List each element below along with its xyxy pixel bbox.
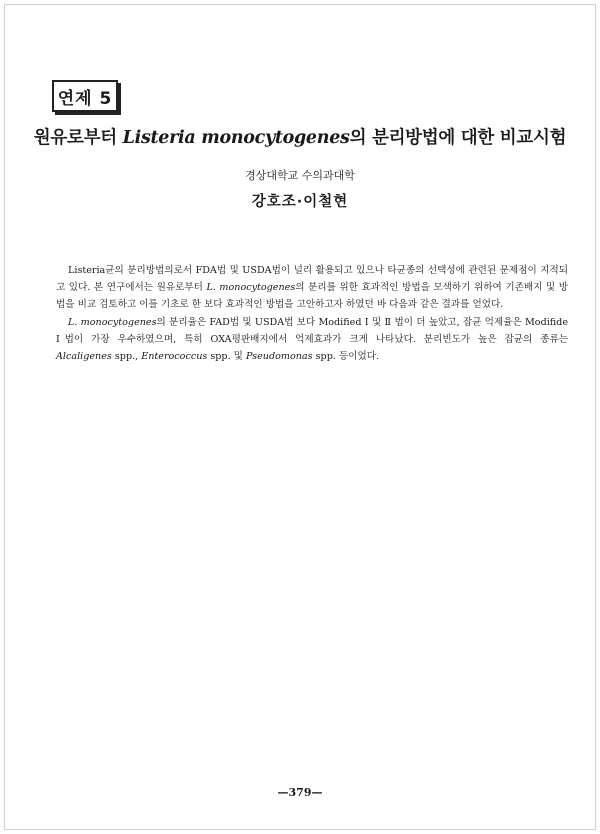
title-prefix: 원유로부터	[33, 128, 123, 148]
title-suffix: 의 분리방법에 대한 비교시험	[349, 128, 567, 148]
abstract	[56, 262, 568, 365]
abstract-text: spp. 등이었다.	[312, 351, 380, 363]
title-species: Listeria monocytogenes	[122, 128, 350, 148]
page-number: —379—	[277, 786, 323, 799]
abstract-paragraph-1	[56, 262, 568, 314]
abstract-genus: Enterococcus	[141, 351, 208, 363]
abstract-text: 의 분리를 위한 효과적인 방법을 모색하기 위하여 기존배지 및 방법을 비교 검토하고 이를 기초로 한 보다 효과적인 방법을 고안하고자 하였던 바 다음과 같은 결과를 얻었다.	[56, 282, 568, 311]
abstract-species: L. monocytogenes	[68, 316, 157, 328]
abstract-species: L. monocytogenes	[206, 282, 296, 294]
abstract-text: Listeria균의 분리방법의로서 FDA법 및 USDA법이 널리 활용되고 있으나 타균종의 선택성에 관련된 문제점이 지적되고 있다. 본 연구에서는 원유로부터	[56, 265, 568, 294]
abstract-text: spp. 및	[207, 351, 246, 363]
paper-title	[0, 124, 600, 149]
authors: 강호조·이철현	[251, 194, 349, 210]
affiliation: 경상대학교 수의과대학	[245, 169, 355, 182]
abstract-genus: Alcaligenes	[56, 351, 112, 363]
presentation-label: 연제 5	[52, 80, 118, 112]
abstract-text: 의 분리율은 FAD법 및 USDA법 보다 Modified Ⅰ 및 Ⅱ 법이 더 높았고, 잡균 억제율은 Modifide Ⅰ법이 가장 우수하였으며, 특히 OXA평판배지에서 억제효과가 크게 나타났다. 분리빈도가 높은 잡균의 종류는	[56, 316, 569, 345]
abstract-genus: Pseudomonas	[245, 351, 313, 363]
abstract-text: spp.,	[111, 351, 142, 363]
abstract-paragraph-2	[56, 314, 568, 366]
